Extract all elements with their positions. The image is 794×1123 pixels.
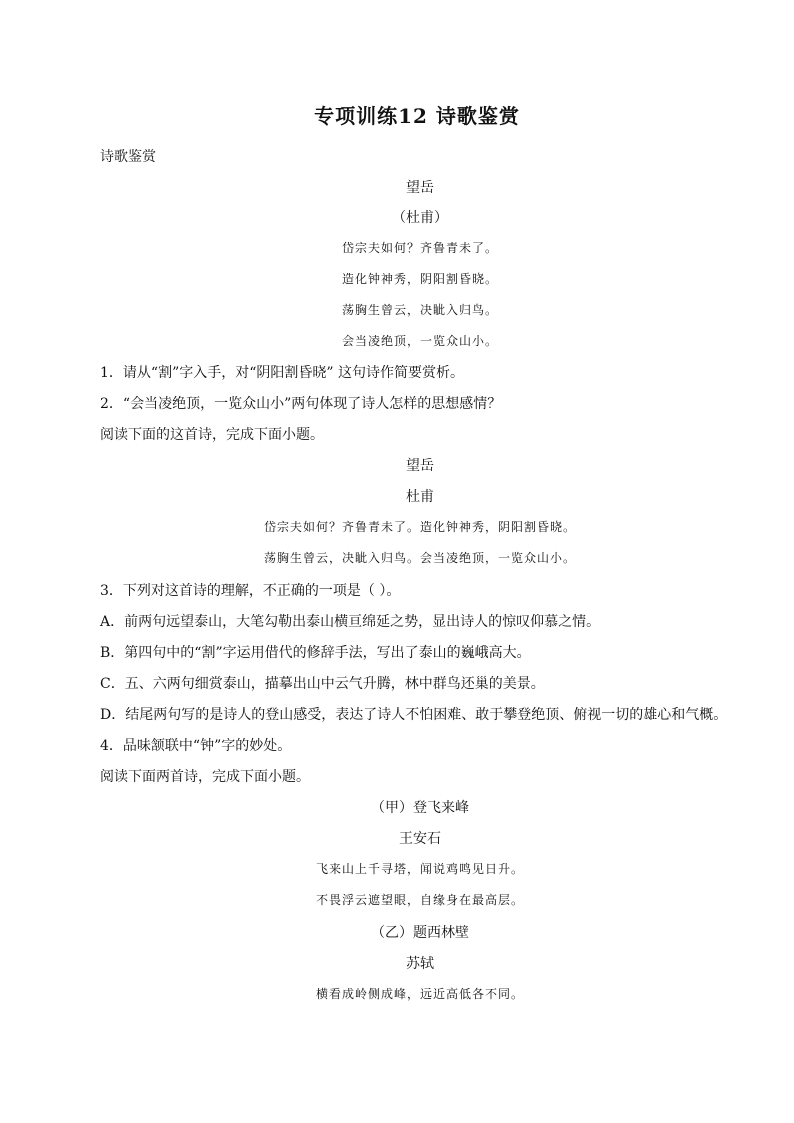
- poem-title: 望岳: [406, 458, 434, 474]
- poem-line: 岱宗夫如何？齐鲁青未了。: [341, 241, 498, 255]
- question-3: 3．下列对这首诗的理解，不正确的一项是（ ）。: [100, 583, 401, 599]
- poem-author: 苏轼: [406, 956, 434, 972]
- option-d: D．结尾两句写的是诗人的登山感受，表达了诗人不怕困难、敢于攀登绝顶、俯视一切的雄心和气概。: [100, 707, 728, 723]
- poem-title: （甲）登飞来峰: [371, 800, 469, 816]
- option-a: A．前两句远望泰山，大笔勾勒出泰山横亘绵延之势，显出诗人的惊叹仰慕之情。: [100, 614, 601, 630]
- page-title: 专项训练12 诗歌鉴赏: [314, 104, 520, 128]
- option-b: B．第四句中的“割”字运用借代的修辞手法，写出了泰山的巍峨高大。: [100, 645, 531, 661]
- poem-title: （乙）题西林壁: [371, 925, 469, 941]
- poem-line: 不畏浮云遮望眼，自缘身在最高层。: [315, 893, 524, 907]
- option-c: C．五、六两句细赏泰山，描摹出山中云气升腾，林中群鸟还巢的美景。: [100, 676, 545, 692]
- question-4: 4．品味颔联中“钟”字的妙处。: [100, 738, 292, 754]
- poem-line: 会当凌绝顶，一览众山小。: [341, 334, 498, 348]
- poem-author: 杜甫: [406, 489, 434, 505]
- poem-line: 荡胸生曾云，决眦入归鸟。会当凌绝顶，一览众山小。: [263, 551, 576, 565]
- question-2: 2．“会当凌绝顶，一览众山小”两句体现了诗人怎样的思想感情？: [100, 396, 502, 412]
- poem-author: 王安石: [399, 831, 441, 847]
- reading-instruction: 阅读下面的这首诗，完成下面小题。: [100, 427, 324, 443]
- poem-line: 飞来山上千寻塔，闻说鸡鸣见日升。: [315, 862, 524, 876]
- poem-line: 横看成岭侧成峰，远近高低各不同。: [315, 987, 524, 1001]
- poem-title: 望岳: [406, 180, 434, 196]
- poem-author: （杜甫）: [392, 210, 448, 226]
- poem-line: 造化钟神秀，阴阳割昏晓。: [341, 272, 498, 286]
- reading-instruction: 阅读下面两首诗，完成下面小题。: [100, 769, 310, 785]
- poem-line: 岱宗夫如何？齐鲁青未了。造化钟神秀，阴阳割昏晓。: [263, 520, 576, 534]
- poem-line: 荡胸生曾云，决眦入归鸟。: [341, 303, 498, 317]
- question-1: 1．请从“割”字入手，对“阴阳割昏晓” 这句诗作简要赏析。: [100, 365, 464, 381]
- section-label: 诗歌鉴赏: [100, 149, 156, 165]
